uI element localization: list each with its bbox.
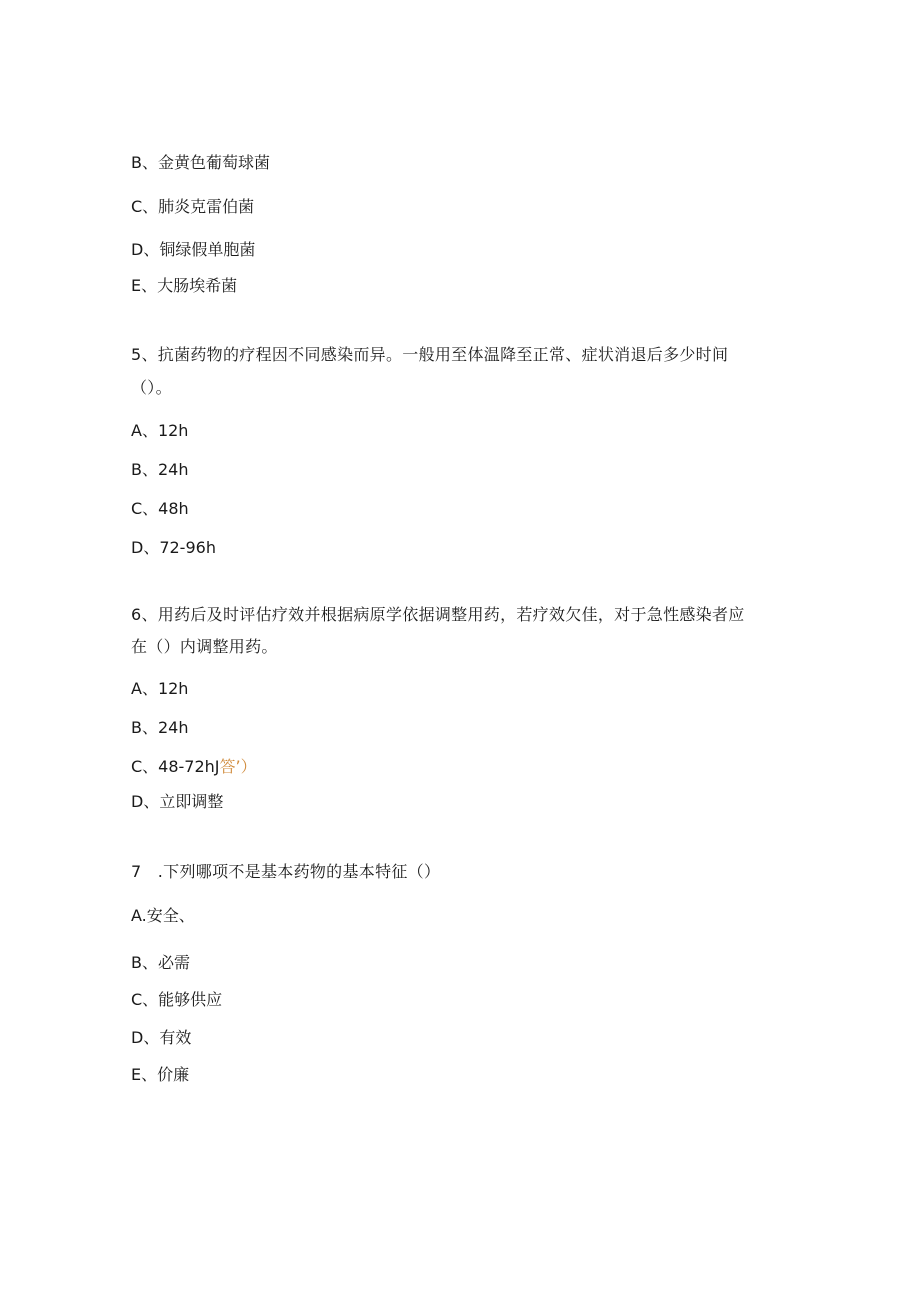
q5-stem-line1: 5、抗菌药物的疗程因不同感染而异。一般用至体温降至正常、症状消退后多少时间 [131, 345, 729, 364]
q6-option-d: D、立即调整 [131, 792, 224, 811]
q4-option-d: D、铜绿假单胞菌 [131, 240, 256, 259]
q6-option-c-text: C、48-72hJ [131, 757, 220, 776]
q5-option-d: D、72-96h [131, 538, 216, 557]
q7-option-c: C、能够供应 [131, 990, 223, 1009]
q7-option-a: A.安全、 [131, 906, 195, 925]
q4-option-b: B、金黄色葡萄球菌 [131, 153, 270, 172]
q5-option-b: B、24h [131, 460, 189, 479]
q5-option-a: A、12h [131, 421, 189, 440]
q7-option-b: B、必需 [131, 953, 190, 972]
q4-option-c: C、肺炎克雷伯菌 [131, 197, 255, 216]
q6-option-b: B、24h [131, 718, 189, 737]
q4-option-e: E、大肠埃希菌 [131, 276, 238, 295]
q5-option-c: C、48h [131, 499, 189, 518]
q5-stem-line2: （）。 [131, 378, 172, 397]
q6-option-a: A、12h [131, 679, 189, 698]
q7-option-e: E、价廉 [131, 1065, 190, 1084]
q6-option-c [131, 756, 257, 778]
q6-option-c-hint: 答’） [219, 757, 257, 776]
q7-option-d: D、有效 [131, 1028, 192, 1047]
q6-stem-line2: 在（）内调整用药。 [131, 637, 278, 656]
q7-stem: 7 .下列哪项不是基本药物的基本特征（） [131, 862, 441, 881]
q6-stem-line1: 6、用药后及时评估疗效并根据病原学依据调整用药，若疗效欠佳，对于急性感染者应 [131, 605, 745, 624]
